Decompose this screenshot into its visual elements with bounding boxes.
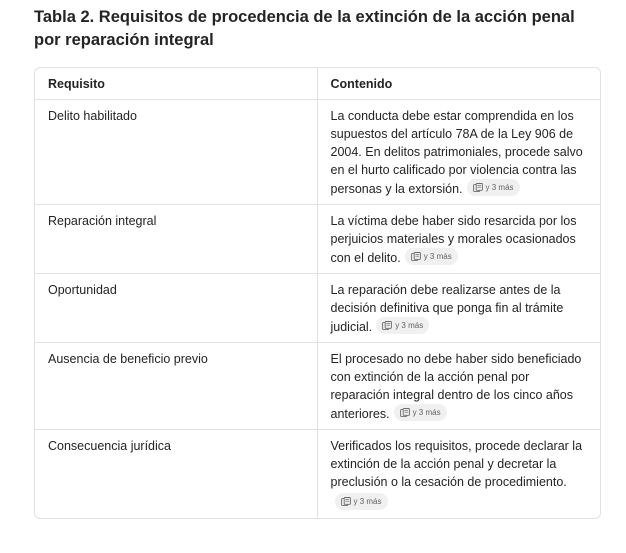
contenido-text: Verificados los requisitos, procede declarar la extinción de la acción penal y decretar la preclusión o la cesación de procedimiento. [330,439,583,489]
citation-label: y 3 más [353,497,382,506]
citation-badge[interactable] [376,317,429,334]
contenido-text: El procesado no debe haber sido beneficiado con extinción de la acción penal por reparación integral dentro de los cinco años anteriores. [330,352,582,421]
document-source-icon [473,183,483,192]
table-row [35,205,600,274]
cell-contenido [317,343,600,430]
citation-badge[interactable] [467,179,520,196]
table-row [35,430,600,519]
table-row [35,274,600,343]
citation-label: y 3 más [423,252,452,261]
contenido-text: La conducta debe estar comprendida en los supuestos del artículo 78A de la Ley 906 de 2004. En delitos patrimoniales, procede salvo en el hurto calificado por violencia contra las personas y la extorsión. [330,109,583,196]
requirements-table-container [34,67,601,519]
citation-badge[interactable] [394,404,447,421]
document-source-icon [411,252,421,261]
cell-contenido [317,430,600,519]
table-header-row [35,68,600,100]
table-title: Tabla 2. Requisitos de procedencia de la extinción de la acción penal por reparación integral [34,8,575,49]
header-requisito: Requisito [35,68,317,100]
requirements-table [35,68,600,518]
cell-requisito: Delito habilitado [35,100,317,205]
citation-row [331,493,589,512]
citation-label: y 3 más [395,321,424,330]
cell-contenido [317,100,600,205]
contenido-text: La víctima debe haber sido resarcida por los perjuicios materiales y morales ocasionados con el delito. [330,214,577,265]
citation-label: y 3 más [412,408,441,417]
cell-requisito: Ausencia de beneficio previo [35,343,317,430]
cell-requisito: Reparación integral [35,205,317,274]
cell-contenido [317,205,600,274]
citation-badge[interactable] [405,248,458,265]
document-source-icon [341,497,351,506]
header-contenido: Contenido [317,68,600,100]
cell-contenido [317,274,600,343]
document-source-icon [382,321,392,330]
table-row [35,100,600,205]
cell-requisito: Oportunidad [35,274,317,343]
citation-label: y 3 más [485,183,514,192]
table-row [35,343,600,430]
contenido-text: La reparación debe realizarse antes de la decisión definitiva que ponga fin al trámite judicial. [330,283,564,334]
document-source-icon [400,408,410,417]
citation-badge[interactable] [335,493,388,510]
cell-requisito: Consecuencia jurídica [48,439,171,453]
